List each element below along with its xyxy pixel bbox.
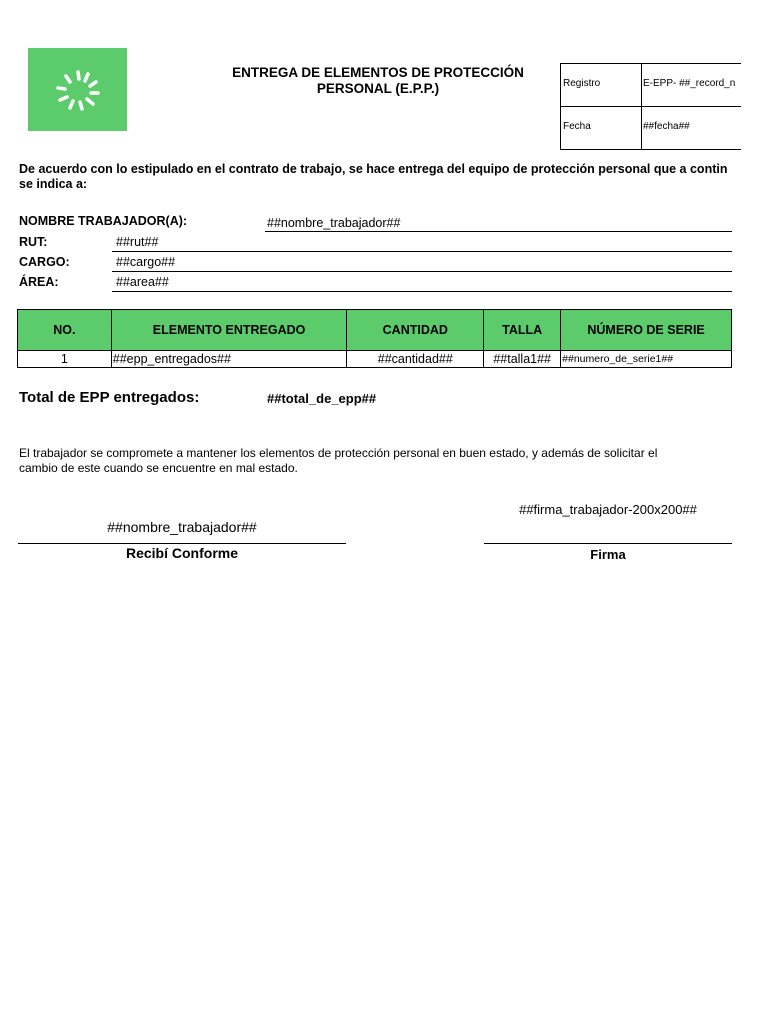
nombre-label: NOMBRE TRABAJADOR(A): — [19, 214, 188, 228]
received-label: Recibí Conforme — [125, 545, 238, 561]
rut-value: ##rut## — [116, 235, 159, 249]
nombre-underline — [265, 231, 732, 232]
nombre-value: ##nombre_trabajador## — [267, 216, 401, 230]
fecha-value: ##fecha## — [643, 121, 690, 132]
total-value: ##total_de_epp## — [267, 391, 377, 406]
rut-underline — [112, 251, 732, 252]
cargo-underline — [112, 271, 732, 272]
cell-no: 1 — [18, 351, 112, 368]
registro-divider — [641, 64, 642, 149]
registro-label: Registro — [563, 78, 601, 89]
commitment-line-2: cambio de este cuando se encuentre en mal estado. — [19, 461, 298, 475]
rut-label: RUT: — [19, 235, 48, 249]
area-value: ##area## — [116, 275, 169, 289]
firma-placeholder: ##firma_trabajador-200x200## — [519, 502, 697, 517]
registro-row — [561, 64, 741, 107]
intro-line-2: se indica a: — [19, 177, 88, 191]
registro-value: E-EPP- ##_record_n — [643, 78, 736, 89]
firma-label: Firma — [590, 547, 626, 562]
area-label: ÁREA: — [19, 275, 59, 289]
header-talla: TALLA — [484, 310, 561, 351]
intro-paragraph — [19, 162, 759, 192]
epp-table — [17, 309, 732, 368]
header-elemento: ELEMENTO ENTREGADO — [111, 310, 347, 351]
total-label: Total de EPP entregados: — [19, 389, 200, 406]
cell-elemento: ##epp_entregados## — [111, 351, 347, 368]
document-title — [200, 65, 556, 97]
table-header-row — [18, 310, 732, 351]
signature-name-placeholder: ##nombre_trabajador## — [107, 519, 257, 535]
intro-line-1: De acuerdo con lo estipulado en el contrato de trabajo, se hace entrega del equipo de protección personal que a contin — [19, 162, 728, 176]
header-numero-serie: NÚMERO DE SERIE — [561, 310, 732, 351]
fecha-row — [561, 107, 741, 149]
company-logo — [28, 48, 127, 131]
cell-talla: ##talla1## — [484, 351, 561, 368]
cell-cantidad: ##cantidad## — [347, 351, 484, 368]
header-no: NO. — [18, 310, 112, 351]
cargo-label: CARGO: — [19, 255, 70, 269]
table-row — [18, 351, 732, 368]
fecha-label: Fecha — [563, 121, 591, 132]
commitment-line-1: El trabajador se compromete a mantener los elementos de protección personal en buen estado, y además de solicitar el — [19, 446, 658, 460]
sunburst-logo-icon — [52, 68, 104, 112]
registro-box — [560, 63, 741, 150]
area-underline — [112, 291, 732, 292]
commitment-paragraph — [19, 446, 719, 476]
title-line-1: ENTREGA DE ELEMENTOS DE PROTECCIÓN — [232, 65, 524, 80]
cargo-value: ##cargo## — [116, 255, 176, 269]
received-signature-line — [18, 543, 346, 544]
cell-numero-serie: ##numero_de_serie1## — [561, 351, 732, 368]
title-line-2: PERSONAL (E.P.P.) — [316, 81, 440, 96]
firma-signature-line — [484, 543, 732, 544]
header-cantidad: CANTIDAD — [347, 310, 484, 351]
